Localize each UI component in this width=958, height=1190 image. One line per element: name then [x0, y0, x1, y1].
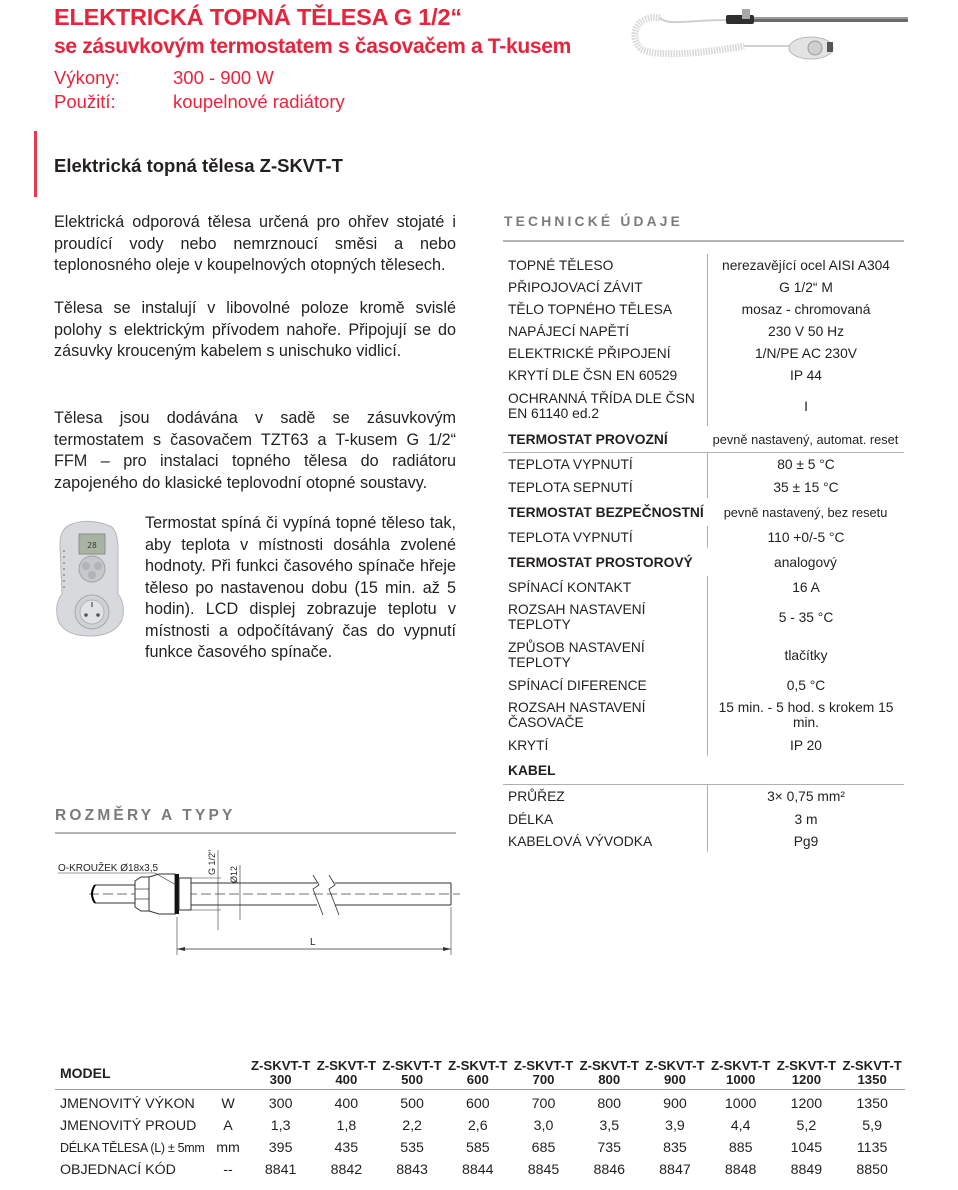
table-row: DÉLKA TĚLESA (L) ± 5mm mm 395 435 535 585 685 735 835 885 1045 1135 [60, 1140, 888, 1156]
spec-key: ROZSAH NASTAVENÍ ČASOVAČE [508, 700, 646, 730]
table-row [503, 320, 904, 342]
model-table [55, 1057, 905, 1181]
table-row [503, 364, 904, 386]
model-column-header: Z-SKVT-T 400 [316, 1058, 377, 1087]
description-paragraph: Elektrická odporová tělesa určená pro ohřev stojaté i proudící vody nebo nemrznoucí směsi a nebo teplonosného oleje v koupelnových otopných tělesech. [54, 213, 456, 274]
table-row [503, 636, 904, 674]
model-column-header: Z-SKVT-T 700 [513, 1058, 574, 1087]
spec-value: Pg9 [707, 830, 904, 852]
table-section-row [503, 426, 904, 452]
table-row [503, 386, 904, 426]
svg-text:28: 28 [87, 541, 97, 550]
description-paragraph: Termostat spíná či vypíná topné těleso tak, aby teplota v místnosti dosáhla zvolené hodnoty. Při funkci časového spínače hřeje těleso po nastavenou dobu (15 min. až 5 hodin). LCD displej zobrazuje teplotu v místnosti a odpočítávaný čas do vypnutí funkce časového spínače. [145, 514, 456, 661]
spec-key: TOPNÉ TĚLESO [508, 257, 614, 273]
table-row [503, 342, 904, 364]
spec-key: KABELOVÁ VÝVODKA [508, 833, 653, 849]
spec-value: 3 m [707, 808, 904, 830]
spec-key: SPÍNACÍ DIFERENCE [508, 677, 647, 693]
spec-key: SPÍNACÍ KONTAKT [508, 579, 632, 595]
usage-value: koupelnové radiátory [173, 91, 345, 112]
spec-value: 35 ± 15 °C [707, 476, 904, 498]
model-column-header: Z-SKVT-T 900 [645, 1058, 705, 1087]
svg-text:L: L [310, 937, 316, 948]
spec-section-value: pevně nastavený, bez resetu [723, 504, 888, 520]
spec-key: DÉLKA [508, 811, 554, 827]
usage-label: Použití: [54, 91, 116, 112]
svg-text:Ø12: Ø12 [229, 865, 239, 883]
spec-value: 15 min. - 5 hod. s krokem 15 min. [707, 696, 904, 734]
heating-element-photo [618, 4, 908, 64]
table-row: OBJEDNACÍ KÓD -- 8841 8842 8843 8844 8845 8846 8847 8848 8849 8850 [60, 1162, 888, 1178]
table-row [503, 808, 904, 830]
table-row: JMENOVITÝ PROUD A 1,3 1,8 2,2 2,6 3,0 3,5 3,9 4,4 5,2 5,9 [60, 1118, 882, 1134]
spec-value: 80 ± 5 °C [707, 453, 904, 476]
spec-section-title: TERMOSTAT PROVOZNÍ [508, 431, 668, 447]
power-range-row [54, 67, 274, 89]
spec-value: I [707, 386, 904, 426]
table-row [503, 734, 904, 756]
spec-key: PRŮŘEZ [508, 789, 565, 804]
table-row [503, 830, 904, 852]
spec-key: NAPÁJECÍ NAPĚTÍ [508, 323, 630, 339]
spec-value: 5 - 35 °C [707, 598, 904, 636]
table-row [503, 476, 904, 498]
spec-section-title: TERMOSTAT PROSTOROVÝ [508, 554, 693, 570]
spec-key: TEPLOTA SEPNUTÍ [508, 479, 633, 495]
page-subtitle: se zásuvkovým termostatem s časovačem a T-kusem [54, 35, 572, 58]
divider [55, 832, 456, 834]
spec-section-value [707, 756, 904, 784]
spec-value: 3× 0,75 mm² [707, 785, 904, 808]
page-title: ELEKTRICKÁ TOPNÁ TĚLESA G 1/2“ [54, 4, 462, 30]
usage-row [54, 91, 345, 113]
spec-key: OCHRANNÁ TŘÍDA DLE ČSN EN 61140 ed.2 [508, 391, 695, 421]
table-row [503, 674, 904, 696]
model-column-header: Z-SKVT-T 600 [448, 1058, 508, 1087]
model-column-header: Z-SKVT-T 1350 [842, 1058, 902, 1087]
spec-section-value: pevně nastavený, automat. reset [712, 431, 899, 447]
spec-key: ROZSAH NASTAVENÍ TEPLOTY [508, 602, 646, 632]
model-column-header: Z-SKVT-T 500 [382, 1058, 442, 1087]
spec-key: TEPLOTA VYPNUTÍ [508, 457, 633, 472]
spec-value: 0,5 °C [707, 674, 904, 696]
tech-data-table [503, 254, 904, 852]
table-row [503, 598, 904, 636]
table-row [503, 452, 904, 476]
spec-value: IP 44 [707, 364, 904, 386]
spec-value: 230 V 50 Hz [707, 320, 904, 342]
model-column-header: Z-SKVT-T 800 [579, 1058, 639, 1087]
model-column-header: Z-SKVT-T 1000 [711, 1058, 771, 1087]
table-row: JMENOVITÝ VÝKON W 300 400 500 600 700 800 900 1000 1200 1350 [60, 1096, 888, 1112]
oring-label: O-KROUŽEK Ø18x3,5 [58, 863, 159, 874]
spec-value: 1/N/PE AC 230V [707, 342, 904, 364]
spec-section-title: TERMOSTAT BEZPEČNOSTNÍ [508, 504, 704, 520]
table-section-row [503, 498, 904, 526]
spec-key: KRYTÍ [508, 737, 549, 753]
table-row [503, 576, 904, 598]
model-column-header: Z-SKVT-T 300 [250, 1058, 311, 1087]
spec-key: ZPŮSOB NASTAVENÍ TEPLOTY [508, 640, 645, 670]
model-header: MODEL [60, 1065, 111, 1081]
section-accent-bar [34, 131, 37, 197]
divider [503, 240, 904, 242]
tech-data-heading: TECHNICKÉ ÚDAJE [504, 214, 684, 229]
power-value: 300 - 900 W [173, 67, 274, 88]
spec-value: 110 +0/-5 °C [707, 526, 904, 548]
table-section-row [503, 756, 904, 784]
table-row [503, 276, 904, 298]
section-title: Elektrická topná tělesa Z-SKVT-T [54, 155, 343, 176]
table-row [503, 784, 904, 808]
power-label: Výkony: [54, 67, 120, 88]
spec-key: TEPLOTA VYPNUTÍ [508, 529, 633, 545]
spec-key: ELEKTRICKÉ PŘIPOJENÍ [508, 345, 671, 361]
spec-key: TĚLO TOPNÉHO TĚLESA [508, 301, 673, 317]
description-paragraph: Tělesa jsou dodávána v sadě se zásuvkovým termostatem s časovačem TZT63 a T-kusem G 1/2“ FFM – pro instalaci topného tělesa do radiátoru zapojeného do klasické teplovodní otopné soustavy. [54, 409, 456, 492]
thermostat-photo [52, 520, 128, 638]
svg-text:G 1/2": G 1/2" [207, 849, 217, 875]
spec-value: tlačítky [707, 636, 904, 674]
spec-section-title: KABEL [508, 762, 556, 778]
spec-key: PŘIPOJOVACÍ ZÁVIT [508, 279, 643, 295]
spec-key: KRYTÍ DLE ČSN EN 60529 [508, 367, 678, 383]
spec-value: nerezavějící ocel AISI A304 [707, 254, 904, 276]
spec-value: mosaz - chromovaná [707, 298, 904, 320]
model-column-header: Z-SKVT-T 1200 [776, 1058, 837, 1087]
spec-value: G 1/2“ M [707, 276, 904, 298]
table-section-row [503, 548, 904, 576]
description-paragraph: Tělesa se instalují v libovolné poloze kromě svislé polohy s elektrickým přívodem nahoře. Připojují se do zásuvky krouceným kabelem s unischuko vidlicí. [54, 299, 456, 360]
spec-section-value: analogový [774, 554, 837, 570]
table-row [503, 696, 904, 734]
spec-value: 16 A [707, 576, 904, 598]
table-row [503, 254, 904, 276]
technical-drawing [55, 845, 465, 965]
table-row [503, 298, 904, 320]
table-row [503, 526, 904, 548]
dimensions-heading: ROZMĚRY A TYPY [55, 807, 236, 824]
table-header-row [55, 1057, 905, 1090]
spec-value: IP 20 [707, 734, 904, 756]
